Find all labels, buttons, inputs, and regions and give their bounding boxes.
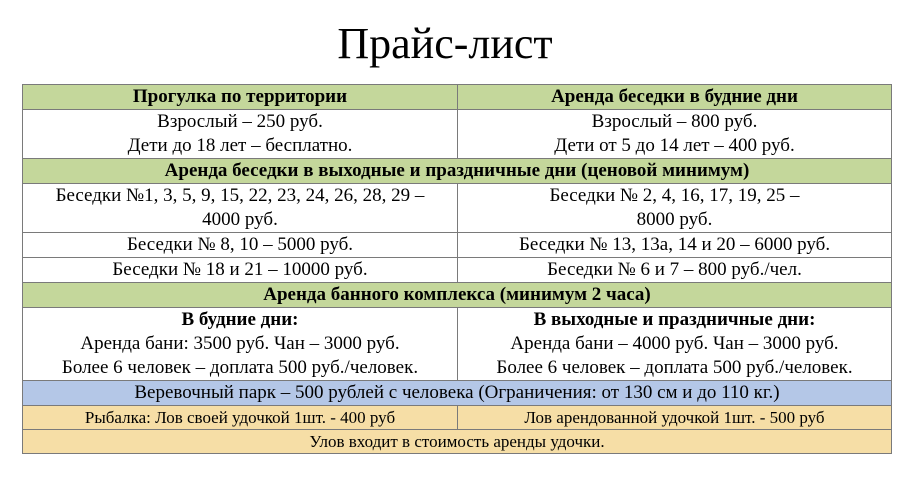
weekend-gazebo-group-2 <box>458 184 892 233</box>
bath-prices-row <box>23 308 892 381</box>
weekend-gazebo-row-1 <box>23 184 892 233</box>
weekend-gazebo-row-2 <box>23 233 892 258</box>
price-table <box>22 84 892 454</box>
fishing-note: Улов входит в стоимость аренды удочки. <box>23 430 892 454</box>
fishing-own-rod: Рыбалка: Лов своей удочкой 1шт. - 400 руб <box>23 406 458 430</box>
weekend-gazebo-group-1-list: Беседки №1, 3, 5, 9, 15, 22, 23, 24, 26, 28, 29 – <box>55 185 425 206</box>
weekday-gazebo-header: Аренда беседки в будние дни <box>458 85 892 110</box>
bath-header-row <box>23 283 892 308</box>
weekend-gazebo-group-1-price: 4000 руб. <box>202 209 278 230</box>
weekend-gazebo-group-6: Беседки № 6 и 7 – 800 руб./чел. <box>458 258 892 283</box>
page-title: Прайс-лист <box>337 19 553 68</box>
weekend-gazebo-group-3: Беседки № 8, 10 – 5000 руб. <box>23 233 458 258</box>
weekend-gazebo-header: Аренда беседки в выходные и праздничные дни (ценовой минимум) <box>23 159 892 184</box>
bath-weekend-extra: Более 6 человек – доплата 500 руб./человек. <box>496 357 853 378</box>
bath-weekend <box>458 308 892 381</box>
walk-header: Прогулка по территории <box>23 85 458 110</box>
bath-header: Аренда банного комплекса (минимум 2 часа) <box>23 283 892 308</box>
walk-kids-price: Дети до 18 лет – бесплатно. <box>127 135 353 156</box>
weekday-gazebo-prices <box>458 110 892 159</box>
walk-prices <box>23 110 458 159</box>
fishing-note-row <box>23 430 892 454</box>
fishing-row <box>23 406 892 430</box>
weekend-gazebo-group-2-price: 8000 руб. <box>636 209 713 230</box>
fishing-rented-rod: Лов арендованной удочкой 1шт. - 500 руб <box>458 406 892 430</box>
weekend-gazebo-group-2-list: Беседки № 2, 4, 16, 17, 19, 25 – <box>549 185 800 206</box>
rope-park-price: Веревочный парк – 500 рублей с человека (Ограничения: от 130 см и до 110 кг.) <box>23 381 892 406</box>
weekend-gazebo-group-4: Беседки № 13, 13а, 14 и 20 – 6000 руб. <box>458 233 892 258</box>
walk-header-row <box>23 85 892 110</box>
bath-weekday <box>23 308 458 381</box>
weekend-gazebo-header-row <box>23 159 892 184</box>
rope-park-row <box>23 381 892 406</box>
weekend-gazebo-row-3 <box>23 258 892 283</box>
bath-weekday-extra: Более 6 человек – доплата 500 руб./человек. <box>61 357 419 378</box>
bath-weekday-price: Аренда бани: 3500 руб. Чан – 3000 руб. <box>80 333 400 354</box>
walk-prices-row <box>23 110 892 159</box>
bath-weekend-price: Аренда бани – 4000 руб. Чан – 3000 руб. <box>510 333 839 354</box>
bath-weekend-title: В выходные и праздничные дни: <box>533 309 816 330</box>
walk-adult-price: Взрослый – 250 руб. <box>157 111 323 132</box>
weekday-gazebo-adult-price: Взрослый – 800 руб. <box>591 111 758 132</box>
weekend-gazebo-group-5: Беседки № 18 и 21 – 10000 руб. <box>23 258 458 283</box>
weekday-gazebo-kids-price: Дети от 5 до 14 лет – 400 руб. <box>554 135 795 156</box>
weekend-gazebo-group-1 <box>23 184 458 233</box>
bath-weekday-title: В будние дни: <box>181 309 299 330</box>
